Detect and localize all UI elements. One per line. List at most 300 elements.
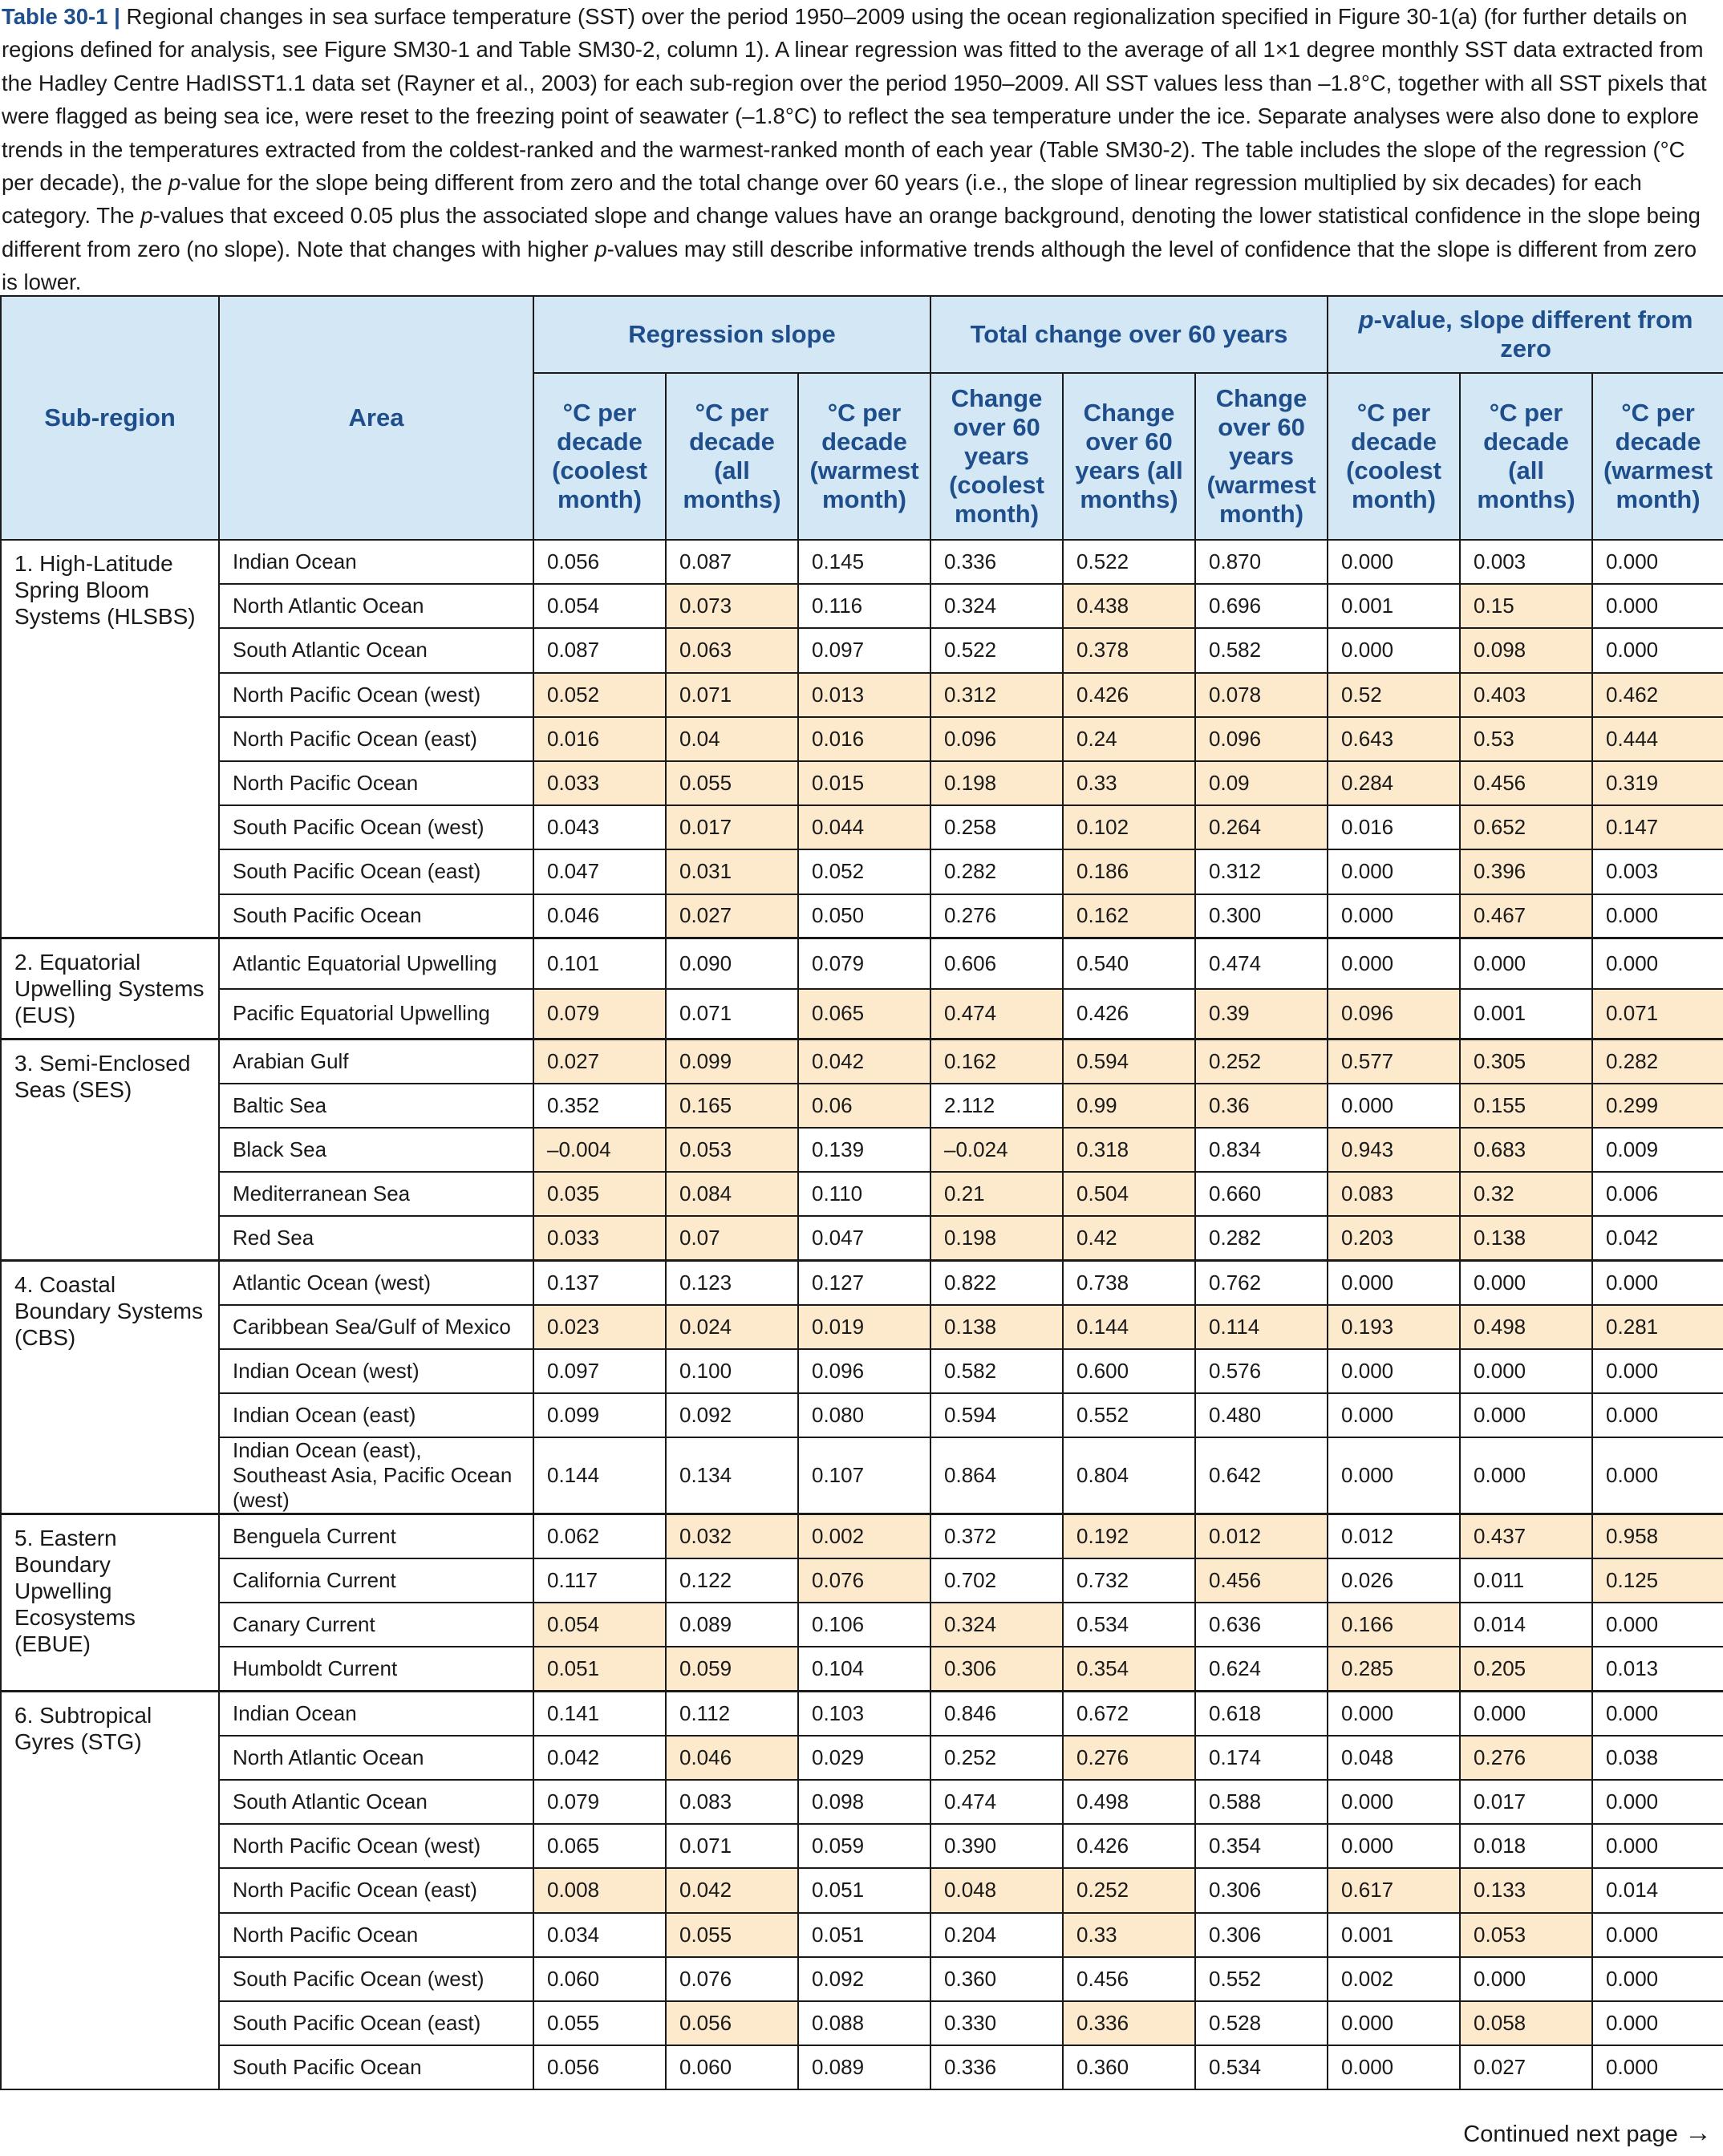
value-cell: 0.504 xyxy=(1063,1172,1195,1216)
subregion-cell: 3. Semi-Enclosed Seas (SES) xyxy=(1,1040,219,1261)
value-cell: 0.016 xyxy=(1328,805,1460,849)
value-cell: 0.097 xyxy=(533,1349,666,1393)
value-cell: 0.090 xyxy=(666,938,798,989)
header-p-warmest: °C per decade (warmest month) xyxy=(1592,373,1723,540)
value-cell: 0.014 xyxy=(1460,1603,1592,1647)
area-cell: North Atlantic Ocean xyxy=(219,1736,533,1780)
value-cell: 0.594 xyxy=(1063,1040,1195,1084)
value-cell: 0.606 xyxy=(930,938,1063,989)
table-row xyxy=(1,1349,1723,1393)
value-cell: 0.100 xyxy=(666,1349,798,1393)
value-cell: 0.138 xyxy=(930,1305,1063,1349)
table-row xyxy=(1,584,1723,628)
table-label: Table 30-1 | xyxy=(2,4,120,29)
value-cell: 0.000 xyxy=(1592,540,1723,584)
subregion-cell: 6. Subtropical Gyres (STG) xyxy=(1,1692,219,2090)
caption-p-2: p xyxy=(140,203,153,229)
value-cell: 0.055 xyxy=(533,2001,666,2045)
header-area: Area xyxy=(219,296,533,540)
value-cell: 0.336 xyxy=(1063,2001,1195,2045)
table-row xyxy=(1,673,1723,717)
value-cell: 0.058 xyxy=(1460,2001,1592,2045)
area-cell: Indian Ocean (west) xyxy=(219,1349,533,1393)
value-cell: 0.396 xyxy=(1460,849,1592,894)
value-cell: 0.617 xyxy=(1328,1868,1460,1912)
value-cell: 0.762 xyxy=(1195,1261,1328,1305)
value-cell: 0.098 xyxy=(1460,628,1592,672)
value-cell: 0.000 xyxy=(1592,1393,1723,1437)
value-cell: 0.017 xyxy=(666,805,798,849)
value-cell: 0.011 xyxy=(1460,1558,1592,1603)
table-row xyxy=(1,1084,1723,1128)
value-cell: 0.07 xyxy=(666,1216,798,1260)
value-cell: 0.352 xyxy=(533,1084,666,1128)
value-cell: 0.071 xyxy=(666,989,798,1040)
table-row xyxy=(1,805,1723,849)
value-cell: 0.000 xyxy=(1328,628,1460,672)
value-cell: 0.038 xyxy=(1592,1736,1723,1780)
value-cell: 0.073 xyxy=(666,584,798,628)
value-cell: 0.456 xyxy=(1195,1558,1328,1603)
value-cell: 0.087 xyxy=(533,628,666,672)
value-cell: 0.139 xyxy=(798,1128,930,1172)
value-cell: 0.36 xyxy=(1195,1084,1328,1128)
value-cell: 0.534 xyxy=(1063,1603,1195,1647)
value-cell: 0.078 xyxy=(1195,673,1328,717)
value-cell: 0.285 xyxy=(1328,1647,1460,1691)
value-cell: 0.110 xyxy=(798,1172,930,1216)
value-cell: 0.083 xyxy=(1328,1172,1460,1216)
value-cell: 0.000 xyxy=(1592,1824,1723,1868)
value-cell: 0.018 xyxy=(1460,1824,1592,1868)
value-cell: 0.000 xyxy=(1328,540,1460,584)
value-cell: 0.166 xyxy=(1328,1603,1460,1647)
area-cell: Benguela Current xyxy=(219,1514,533,1558)
value-cell: 0.282 xyxy=(930,849,1063,894)
table-row xyxy=(1,628,1723,672)
area-cell: North Pacific Ocean xyxy=(219,761,533,805)
value-cell: 0.001 xyxy=(1460,989,1592,1040)
value-cell: 0.540 xyxy=(1063,938,1195,989)
value-cell: 0.071 xyxy=(666,1824,798,1868)
value-cell: 0.097 xyxy=(798,628,930,672)
value-cell: 0.101 xyxy=(533,938,666,989)
value-cell: 0.123 xyxy=(666,1261,798,1305)
value-cell: 0.864 xyxy=(930,1437,1063,1514)
value-cell: 0.000 xyxy=(1592,1692,1723,1736)
value-cell: 0.252 xyxy=(1063,1868,1195,1912)
value-cell: 0.162 xyxy=(1063,894,1195,938)
value-cell: 0.096 xyxy=(930,717,1063,761)
value-cell: 0.102 xyxy=(1063,805,1195,849)
value-cell: 0.204 xyxy=(930,1913,1063,1957)
value-cell: 0.000 xyxy=(1592,1349,1723,1393)
value-cell: 0.498 xyxy=(1460,1305,1592,1349)
value-cell: 0.426 xyxy=(1063,673,1195,717)
value-cell: 0.330 xyxy=(930,2001,1063,2045)
table-row xyxy=(1,1128,1723,1172)
value-cell: 0.125 xyxy=(1592,1558,1723,1603)
value-cell: 0.096 xyxy=(1328,989,1460,1040)
value-cell: 0.467 xyxy=(1460,894,1592,938)
table-header xyxy=(1,296,1723,540)
value-cell: 0.043 xyxy=(533,805,666,849)
table-body xyxy=(1,540,1723,2089)
value-cell: 0.588 xyxy=(1195,1780,1328,1824)
value-cell: 0.282 xyxy=(1592,1040,1723,1084)
value-cell: 0.059 xyxy=(798,1824,930,1868)
value-cell: 0.258 xyxy=(930,805,1063,849)
subregion-cell: 4. Coastal Boundary Systems (CBS) xyxy=(1,1261,219,1514)
value-cell: 0.107 xyxy=(798,1437,930,1514)
value-cell: 0.528 xyxy=(1195,2001,1328,2045)
header-group-change: Total change over 60 years xyxy=(930,296,1328,373)
header-slope-all: °C per decade (all months) xyxy=(666,373,798,540)
value-cell: 0.014 xyxy=(1592,1868,1723,1912)
value-cell: 0.092 xyxy=(798,1957,930,2001)
area-cell: North Pacific Ocean (west) xyxy=(219,1824,533,1868)
value-cell: 0.071 xyxy=(1592,989,1723,1040)
value-cell: 0.738 xyxy=(1063,1261,1195,1305)
value-cell: 0.047 xyxy=(798,1216,930,1260)
value-cell: 0.000 xyxy=(1460,1437,1592,1514)
value-cell: 0.21 xyxy=(930,1172,1063,1216)
value-cell: 0.000 xyxy=(1592,1437,1723,1514)
table-row xyxy=(1,1647,1723,1691)
value-cell: 0.284 xyxy=(1328,761,1460,805)
table-row xyxy=(1,1040,1723,1084)
value-cell: 0.027 xyxy=(533,1040,666,1084)
table-row xyxy=(1,2045,1723,2089)
area-cell: South Pacific Ocean xyxy=(219,2045,533,2089)
value-cell: 0.000 xyxy=(1592,1261,1723,1305)
table-row xyxy=(1,1913,1723,1957)
value-cell: 0.065 xyxy=(798,989,930,1040)
value-cell: 0.051 xyxy=(533,1647,666,1691)
area-cell: Caribbean Sea/Gulf of Mexico xyxy=(219,1305,533,1349)
value-cell: 0.624 xyxy=(1195,1647,1328,1691)
table-caption xyxy=(2,0,1718,299)
value-cell: 0.192 xyxy=(1063,1514,1195,1558)
table-row xyxy=(1,1780,1723,1824)
value-cell: 0.013 xyxy=(798,673,930,717)
value-cell: 0.076 xyxy=(798,1558,930,1603)
value-cell: 0.137 xyxy=(533,1261,666,1305)
value-cell: 0.312 xyxy=(1195,849,1328,894)
area-cell: North Atlantic Ocean xyxy=(219,584,533,628)
value-cell: 0.053 xyxy=(666,1128,798,1172)
value-cell: 0.092 xyxy=(666,1393,798,1437)
value-cell: 0.000 xyxy=(1460,1261,1592,1305)
value-cell: 0.522 xyxy=(930,628,1063,672)
value-cell: 0.000 xyxy=(1328,894,1460,938)
value-cell: 0.600 xyxy=(1063,1349,1195,1393)
value-cell: 0.276 xyxy=(1460,1736,1592,1780)
value-cell: 0.056 xyxy=(533,540,666,584)
value-cell: 0.186 xyxy=(1063,849,1195,894)
value-cell: 0.024 xyxy=(666,1305,798,1349)
value-cell: 0.042 xyxy=(533,1736,666,1780)
value-cell: 0.026 xyxy=(1328,1558,1460,1603)
value-cell: 0.033 xyxy=(533,761,666,805)
value-cell: 0.060 xyxy=(533,1957,666,2001)
value-cell: 0.016 xyxy=(798,717,930,761)
value-cell: 0.122 xyxy=(666,1558,798,1603)
value-cell: 0.203 xyxy=(1328,1216,1460,1260)
subregion-cell: 5. Eastern Boundary Upwelling Ecosystems (EBUE) xyxy=(1,1514,219,1692)
value-cell: 0.04 xyxy=(666,717,798,761)
value-cell: 0.017 xyxy=(1460,1780,1592,1824)
value-cell: 0.145 xyxy=(798,540,930,584)
value-cell: 0.052 xyxy=(798,849,930,894)
value-cell: 0.360 xyxy=(1063,2045,1195,2089)
value-cell: 0.052 xyxy=(533,673,666,717)
value-cell: 0.144 xyxy=(533,1437,666,1514)
value-cell: 0.009 xyxy=(1592,1128,1723,1172)
value-cell: 0.046 xyxy=(533,894,666,938)
table-row xyxy=(1,1172,1723,1216)
subregion-cell: 2. Equatorial Upwelling Systems (EUS) xyxy=(1,938,219,1040)
value-cell: 0.162 xyxy=(930,1040,1063,1084)
area-cell: Pacific Equatorial Upwelling xyxy=(219,989,533,1040)
area-cell: Mediterranean Sea xyxy=(219,1172,533,1216)
value-cell: 0.116 xyxy=(798,584,930,628)
area-cell: Canary Current xyxy=(219,1603,533,1647)
value-cell: 0.732 xyxy=(1063,1558,1195,1603)
value-cell: 0.426 xyxy=(1063,989,1195,1040)
value-cell: 0.001 xyxy=(1328,584,1460,628)
value-cell: 0.050 xyxy=(798,894,930,938)
value-cell: 0.636 xyxy=(1195,1603,1328,1647)
value-cell: 0.087 xyxy=(666,540,798,584)
value-cell: 0.324 xyxy=(930,1603,1063,1647)
area-cell: North Pacific Ocean (east) xyxy=(219,717,533,761)
value-cell: 0.042 xyxy=(1592,1216,1723,1260)
value-cell: 0.305 xyxy=(1460,1040,1592,1084)
value-cell: 0.198 xyxy=(930,1216,1063,1260)
header-p-all: °C per decade (all months) xyxy=(1460,373,1592,540)
value-cell: 0.403 xyxy=(1460,673,1592,717)
value-cell: 0.047 xyxy=(533,849,666,894)
value-cell: 0.114 xyxy=(1195,1305,1328,1349)
value-cell: 0.660 xyxy=(1195,1172,1328,1216)
value-cell: 0.300 xyxy=(1195,894,1328,938)
value-cell: 0.390 xyxy=(930,1824,1063,1868)
value-cell: 0.027 xyxy=(1460,2045,1592,2089)
value-cell: 0.079 xyxy=(533,1780,666,1824)
value-cell: 0.003 xyxy=(1460,540,1592,584)
value-cell: 0.943 xyxy=(1328,1128,1460,1172)
area-cell: South Atlantic Ocean xyxy=(219,1780,533,1824)
value-cell: 0.056 xyxy=(666,2001,798,2045)
value-cell: 0.008 xyxy=(533,1868,666,1912)
value-cell: 0.000 xyxy=(1328,1261,1460,1305)
caption-text-1: Regional changes in sea surface temperature (SST) over the period 1950–2009 using the ocean regionalization specified in Figure 30-1(a) (for further details on regions defined for analysis, see Figure SM30-1 and Table SM30-2, column 1). A linear regression was fitted to the average of all 1×1 degree monthly SST data extracted from the Hadley Centre HadISST1.1 data set (Rayner et al., 2003) for each sub-region over the period 1950–2009. All SST values less than –1.8°C, together with all SST pixels that were flagged as being sea ice, were reset to the freezing point of seawater (–1.8°C) to reflect the sea temperature under the ice. Separate analyses were also done to explore trends in the temperatures extracted from the coldest-ranked and the warmest-ranked month of each year (Table SM30-2). The table includes the slope of the regression (°C per decade), the xyxy=(2,4,1707,196)
table-row xyxy=(1,717,1723,761)
value-cell: 0.084 xyxy=(666,1172,798,1216)
value-cell: 0.034 xyxy=(533,1913,666,1957)
value-cell: 0.06 xyxy=(798,1084,930,1128)
value-cell: 0.016 xyxy=(533,717,666,761)
sst-table xyxy=(0,295,1723,2090)
area-cell: South Pacific Ocean (east) xyxy=(219,849,533,894)
value-cell: 0.683 xyxy=(1460,1128,1592,1172)
value-cell: 0.834 xyxy=(1195,1128,1328,1172)
value-cell: 0.099 xyxy=(666,1040,798,1084)
caption-text-2: -value for the slope being different from zero and the total change over 60 years (i.e., the slope of linear regression multiplied by six decades) for each category. The xyxy=(2,170,1642,229)
value-cell: 0.000 xyxy=(1328,1084,1460,1128)
value-cell: 0.456 xyxy=(1460,761,1592,805)
table-row xyxy=(1,2001,1723,2045)
value-cell: 0.205 xyxy=(1460,1647,1592,1691)
value-cell: 0.048 xyxy=(930,1868,1063,1912)
value-cell: 0.000 xyxy=(1460,1349,1592,1393)
value-cell: 0.003 xyxy=(1592,849,1723,894)
value-cell: 0.282 xyxy=(1195,1216,1328,1260)
value-cell: 0.534 xyxy=(1195,2045,1328,2089)
value-cell: 0.071 xyxy=(666,673,798,717)
value-cell: 0.804 xyxy=(1063,1437,1195,1514)
value-cell: 0.193 xyxy=(1328,1305,1460,1349)
value-cell: 0.054 xyxy=(533,584,666,628)
value-cell: –0.004 xyxy=(533,1128,666,1172)
area-cell: Indian Ocean xyxy=(219,540,533,584)
area-cell: South Pacific Ocean (west) xyxy=(219,805,533,849)
value-cell: 0.060 xyxy=(666,2045,798,2089)
value-cell: 0.042 xyxy=(666,1868,798,1912)
value-cell: 0.870 xyxy=(1195,540,1328,584)
value-cell: 0.426 xyxy=(1063,1824,1195,1868)
area-cell: South Pacific Ocean xyxy=(219,894,533,938)
value-cell: 0.048 xyxy=(1328,1736,1460,1780)
value-cell: 0.000 xyxy=(1328,2045,1460,2089)
value-cell: 0.096 xyxy=(1195,717,1328,761)
header-change-all: Change over 60 years (all months) xyxy=(1063,373,1195,540)
value-cell: 0.080 xyxy=(798,1393,930,1437)
value-cell: 0.051 xyxy=(798,1868,930,1912)
value-cell: 0.33 xyxy=(1063,1913,1195,1957)
value-cell: 0.000 xyxy=(1592,894,1723,938)
value-cell: 0.696 xyxy=(1195,584,1328,628)
value-cell: 0.033 xyxy=(533,1216,666,1260)
caption-text-4: -values may still describe informative trends although the level of confidence that the slope is different from zero is lower. xyxy=(2,236,1697,295)
value-cell: 0.141 xyxy=(533,1692,666,1736)
value-cell: 0.438 xyxy=(1063,584,1195,628)
value-cell: 0.134 xyxy=(666,1437,798,1514)
value-cell: 0.618 xyxy=(1195,1692,1328,1736)
value-cell: 0.480 xyxy=(1195,1393,1328,1437)
value-cell: 0.354 xyxy=(1195,1824,1328,1868)
value-cell: 0.088 xyxy=(798,2001,930,2045)
value-cell: 0.000 xyxy=(1460,1692,1592,1736)
value-cell: 0.000 xyxy=(1328,1692,1460,1736)
value-cell: 0.000 xyxy=(1328,849,1460,894)
value-cell: 0.056 xyxy=(533,2045,666,2089)
area-cell: Baltic Sea xyxy=(219,1084,533,1128)
value-cell: 0.117 xyxy=(533,1558,666,1603)
value-cell: 0.079 xyxy=(798,938,930,989)
caption-text-3: -values that exceed 0.05 plus the associated slope and change values have an orange background, denoting the lower statistical confidence in the slope being different from zero (no slope). Note that changes with higher xyxy=(2,203,1701,261)
table-row xyxy=(1,1216,1723,1260)
area-cell: South Atlantic Ocean xyxy=(219,628,533,672)
value-cell: 0.198 xyxy=(930,761,1063,805)
value-cell: 0.360 xyxy=(930,1957,1063,2001)
subregion-cell: 1. High-Latitude Spring Bloom Systems (HLSBS) xyxy=(1,540,219,938)
area-cell: Black Sea xyxy=(219,1128,533,1172)
value-cell: 0.015 xyxy=(798,761,930,805)
value-cell: 0.098 xyxy=(798,1780,930,1824)
area-cell: North Pacific Ocean (west) xyxy=(219,673,533,717)
area-cell: Indian Ocean xyxy=(219,1692,533,1736)
value-cell: 0.000 xyxy=(1592,938,1723,989)
value-cell: 0.012 xyxy=(1195,1514,1328,1558)
value-cell: 0.498 xyxy=(1063,1780,1195,1824)
table-row xyxy=(1,1603,1723,1647)
value-cell: 0.378 xyxy=(1063,628,1195,672)
value-cell: 0.456 xyxy=(1063,1957,1195,2001)
value-cell: –0.024 xyxy=(930,1128,1063,1172)
table-row xyxy=(1,1393,1723,1437)
area-cell: Red Sea xyxy=(219,1216,533,1260)
value-cell: 0.336 xyxy=(930,2045,1063,2089)
table-row xyxy=(1,1261,1723,1305)
value-cell: 0.083 xyxy=(666,1780,798,1824)
value-cell: 0.053 xyxy=(1460,1913,1592,1957)
value-cell: 0.103 xyxy=(798,1692,930,1736)
value-cell: 0.000 xyxy=(1592,1913,1723,1957)
value-cell: 0.594 xyxy=(930,1393,1063,1437)
value-cell: 0.306 xyxy=(1195,1913,1328,1957)
value-cell: 0.099 xyxy=(533,1393,666,1437)
value-cell: 0.054 xyxy=(533,1603,666,1647)
value-cell: 0.000 xyxy=(1328,2001,1460,2045)
value-cell: 0.000 xyxy=(1460,1957,1592,2001)
value-cell: 0.324 xyxy=(930,584,1063,628)
value-cell: 0.000 xyxy=(1592,2001,1723,2045)
value-cell: 0.582 xyxy=(930,1349,1063,1393)
table-row xyxy=(1,849,1723,894)
value-cell: 0.306 xyxy=(1195,1868,1328,1912)
area-cell: Indian Ocean (east), Southeast Asia, Pacific Ocean (west) xyxy=(219,1437,533,1514)
area-cell: North Pacific Ocean xyxy=(219,1913,533,1957)
table-row xyxy=(1,1957,1723,2001)
value-cell: 0.582 xyxy=(1195,628,1328,672)
value-cell: 0.474 xyxy=(1195,938,1328,989)
table-row xyxy=(1,1558,1723,1603)
value-cell: 0.306 xyxy=(930,1647,1063,1691)
value-cell: 0.002 xyxy=(1328,1957,1460,2001)
header-p-italic: p xyxy=(1358,306,1374,334)
value-cell: 0.846 xyxy=(930,1692,1063,1736)
value-cell: 0.000 xyxy=(1328,1780,1460,1824)
value-cell: 0.15 xyxy=(1460,584,1592,628)
table-row xyxy=(1,1437,1723,1514)
value-cell: 0.000 xyxy=(1592,1957,1723,2001)
table-row xyxy=(1,1514,1723,1558)
value-cell: 0.031 xyxy=(666,849,798,894)
header-slope-coolest: °C per decade (coolest month) xyxy=(533,373,666,540)
value-cell: 0.089 xyxy=(798,2045,930,2089)
value-cell: 0.035 xyxy=(533,1172,666,1216)
value-cell: 0.104 xyxy=(798,1647,930,1691)
value-cell: 0.096 xyxy=(798,1349,930,1393)
arrow-right-icon: → xyxy=(1684,2118,1712,2148)
header-p-coolest: °C per decade (coolest month) xyxy=(1328,373,1460,540)
value-cell: 0.52 xyxy=(1328,673,1460,717)
value-cell: 0.552 xyxy=(1195,1957,1328,2001)
value-cell: 0.53 xyxy=(1460,717,1592,761)
value-cell: 0.032 xyxy=(666,1514,798,1558)
